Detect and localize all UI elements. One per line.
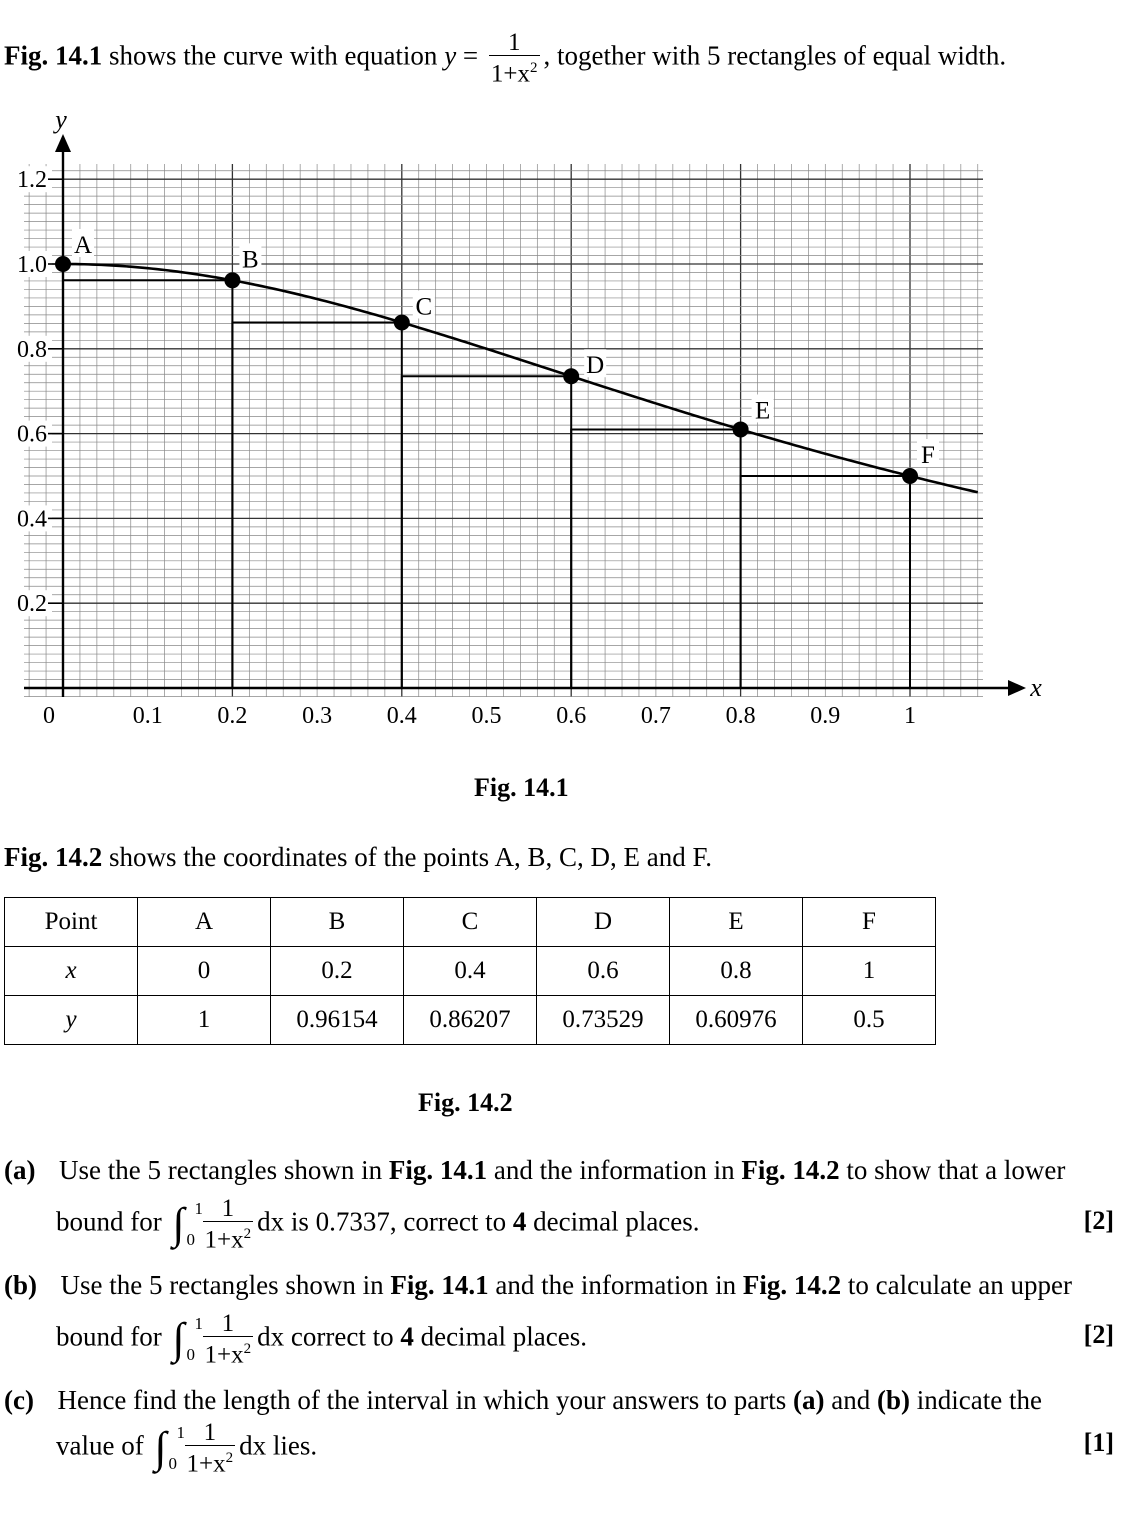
question-b-marks: [2] — [1083, 1320, 1114, 1349]
table-cell: 0.2 — [271, 947, 404, 996]
table-cell: 0.86207 — [404, 996, 537, 1045]
table-intro — [4, 840, 712, 874]
integral-sign: ∫ 1 0 — [154, 1423, 185, 1474]
integrand-fraction: $\frac{1}{1+x^2}$ — [186, 1419, 234, 1478]
x-tick-label: 0.3 — [302, 703, 333, 729]
question-text: decimal places. — [533, 1206, 700, 1237]
question-text: Use the 5 rectangles shown in — [58, 1155, 383, 1185]
x-tick-label: 0.6 — [556, 703, 587, 729]
x-axis-arrow — [1008, 680, 1026, 696]
point-label: E — [754, 397, 771, 425]
y-tick-label: 0.4 — [17, 506, 47, 533]
question-c-label: (c) — [4, 1385, 34, 1415]
table-cell: 1 — [138, 996, 271, 1045]
question-text: bound for — [56, 1206, 162, 1237]
question-a-line1 — [4, 1153, 1065, 1187]
intro-text: shows the curve with equation — [109, 40, 438, 71]
question-text: and — [831, 1385, 871, 1415]
equation-equals: = — [462, 40, 479, 71]
y-axis-label: y — [55, 105, 67, 134]
point-label: B — [242, 246, 259, 274]
table-row — [5, 947, 936, 996]
fig-ref: Fig. 14.1 — [388, 1155, 488, 1185]
question-text: and the information in — [495, 1270, 737, 1300]
question-text: bound for — [56, 1321, 162, 1352]
table-cell: Point — [5, 898, 138, 947]
x-tick-label: 0.4 — [386, 703, 417, 729]
point-marker — [224, 272, 240, 288]
integrand-fraction: $\frac{1}{1+x^2}$ — [204, 1195, 252, 1254]
question-text: and the information in — [493, 1155, 735, 1185]
question-text: dx is 0.7337, correct to — [257, 1206, 507, 1237]
chart-axes — [24, 105, 1042, 702]
question-text: dx lies. — [239, 1430, 318, 1461]
table-cell: 0.4 — [404, 947, 537, 996]
point-label: D — [586, 352, 605, 380]
question-text: Use the 5 rectangles shown in — [60, 1270, 384, 1300]
table-cell: D — [537, 898, 670, 947]
integral-sign: ∫ 1 0 — [172, 1199, 203, 1250]
x-tick-label: 0 — [43, 703, 55, 729]
equation-numerator: 1 — [489, 30, 540, 56]
table-cell: 1 — [803, 947, 936, 996]
question-c-line1 — [4, 1383, 1042, 1417]
y-tick-label: 1.2 — [17, 167, 47, 194]
fig2-caption: Fig. 14.2 — [418, 1088, 513, 1117]
question-text: decimal places. — [420, 1321, 588, 1352]
part-ref: (a) — [793, 1385, 825, 1415]
equation-y: y — [444, 40, 457, 71]
part-ref: (b) — [876, 1385, 910, 1415]
question-text: to calculate an upper — [847, 1270, 1073, 1300]
equation-fraction — [489, 30, 540, 86]
point-marker — [394, 314, 410, 330]
chart-grid — [24, 164, 983, 697]
table-row — [5, 898, 936, 947]
y-axis-arrow — [55, 134, 71, 152]
question-text: value of — [56, 1430, 144, 1461]
table-row — [5, 996, 936, 1045]
intro-text-end: , together with 5 rectangles of equal width. — [543, 40, 1007, 71]
intro-line — [4, 30, 1006, 86]
question-text: Hence find the length of the interval in which your answers to parts — [57, 1385, 787, 1415]
table-intro-text: shows the coordinates of the points A, B, C, D, E and F. — [109, 842, 713, 872]
point-marker — [902, 468, 918, 484]
table-cell: x — [5, 947, 138, 996]
integral-sign: ∫ 1 0 — [172, 1314, 203, 1365]
table-cell: 0.8 — [670, 947, 803, 996]
x-tick-label: 0.8 — [725, 703, 756, 729]
point-marker — [563, 368, 579, 384]
question-text: indicate the — [916, 1385, 1042, 1415]
decimal-places: 4 — [400, 1321, 414, 1352]
x-tick-label: 0.7 — [640, 703, 671, 729]
curve-chart — [0, 105, 1124, 745]
y-tick-label: 0.8 — [17, 336, 47, 363]
fig1-caption: Fig. 14.1 — [474, 773, 569, 802]
question-text: dx correct to — [257, 1321, 394, 1352]
fig2-ref: Fig. 14.2 — [4, 842, 103, 872]
table-cell: 0.60976 — [670, 996, 803, 1045]
table-cell: 0.6 — [537, 947, 670, 996]
table-cell: A — [138, 898, 271, 947]
point-label: A — [73, 232, 93, 259]
equation-denominator: $1+x^2$ — [490, 60, 538, 88]
question-a-marks: [2] — [1083, 1206, 1114, 1235]
table-cell: 0.73529 — [537, 996, 670, 1045]
decimal-places: 4 — [512, 1206, 527, 1237]
question-c-marks: [1] — [1083, 1428, 1114, 1457]
question-b-label: (b) — [4, 1270, 37, 1300]
x-tick-label: 0.5 — [471, 703, 502, 729]
table-cell: E — [670, 898, 803, 947]
table-cell: 0.5 — [803, 996, 936, 1045]
y-tick-label: 0.6 — [17, 421, 47, 448]
x-axis-label: x — [1030, 673, 1042, 702]
table-cell: 0.96154 — [271, 996, 404, 1045]
question-b-line2 — [56, 1311, 587, 1367]
question-a-label: (a) — [4, 1155, 36, 1185]
fig-ref: Fig. 14.2 — [741, 1155, 840, 1185]
table-cell: y — [5, 996, 138, 1045]
fig-ref: Fig. 14.2 — [742, 1270, 842, 1300]
x-tick-label: 0.2 — [217, 703, 248, 729]
y-tick-label: 1.0 — [17, 252, 47, 278]
point-label: F — [921, 442, 935, 469]
point-marker — [733, 421, 749, 437]
y-tick-label: 0.2 — [17, 591, 47, 618]
fig-ref: Fig. 14.1 — [390, 1270, 489, 1300]
integrand-fraction: $\frac{1}{1+x^2}$ — [204, 1310, 252, 1369]
coordinates-table — [4, 897, 936, 1045]
table-cell: F — [803, 898, 936, 947]
x-tick-label: 0.1 — [132, 703, 163, 729]
table-cell: 0 — [138, 947, 271, 996]
table-cell: B — [271, 898, 404, 947]
table-cell: C — [404, 898, 537, 947]
question-c-line2 — [56, 1420, 317, 1476]
question-a-line2 — [56, 1196, 700, 1252]
fig-ref: Fig. 14.1 — [4, 40, 103, 71]
x-tick-label: 0.9 — [810, 703, 841, 729]
point-label: C — [415, 293, 433, 321]
question-b-line1 — [4, 1268, 1072, 1302]
x-tick-label: 1 — [904, 703, 916, 729]
question-text: to show that a lower — [846, 1155, 1066, 1185]
